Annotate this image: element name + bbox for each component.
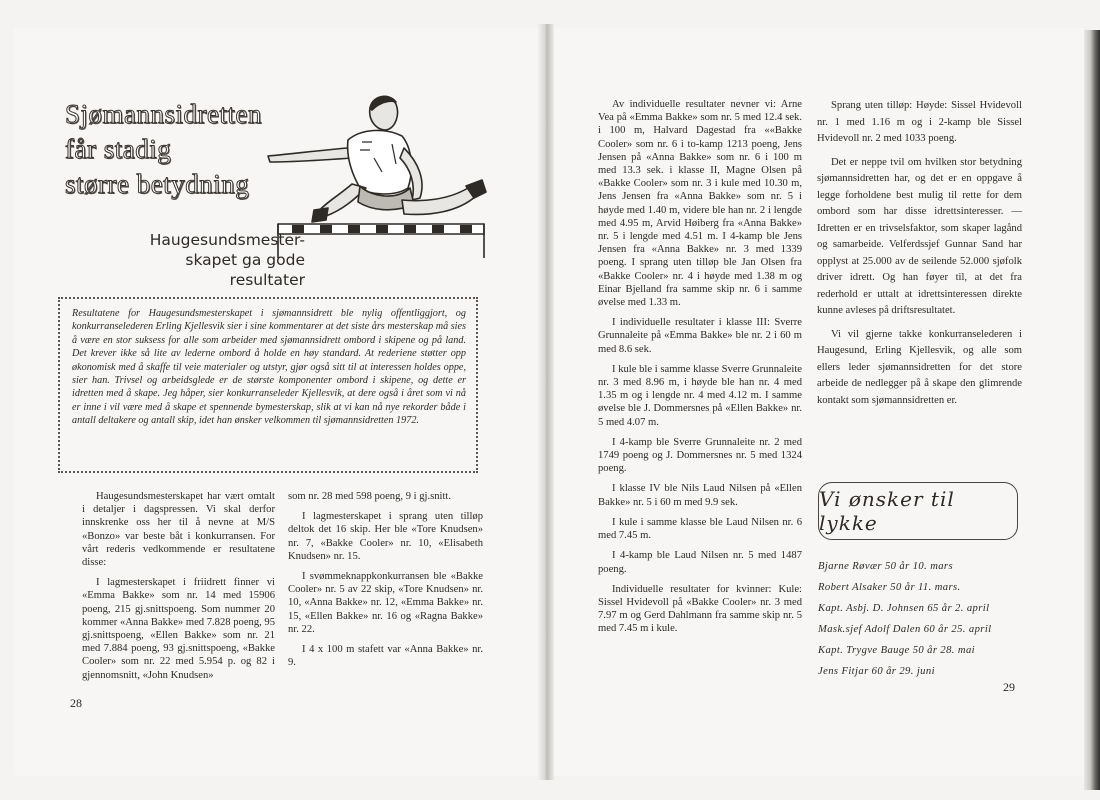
birthday-entry: Bjarne Røvær 50 år 10. mars — [818, 561, 953, 572]
paragraph: I 4-kamp ble Laud Nilsen nr. 5 med 1487 poeng. — [598, 550, 802, 575]
paragraph: I individuelle resultater i klasse III: Sverre Grunnaleite på «Emma Bakke» ble nr. 2 i 60 m med 8.6 sek. — [598, 317, 802, 355]
paragraph: Haugesundsmesterskapet har vært omtalt i detaljer i dagspressen. Vi skal derfor innskrenke oss her til å nevne at M/S «Bonzo» var beste båt i konkurransen. For vårt rederis vedkommende er resultatene disse: — [82, 491, 275, 569]
article-subtitle — [140, 230, 305, 290]
page-number-right: 29 — [1003, 680, 1015, 694]
intro-box: Resultatene for Haugesundsmesterskapet i sjømannsidrett ble nylig offentliggjort, og konkurranselederen Erling Kjellesvik sier i sine kommentarer at det siste års mesterskap må sies å være en stor suksess for alle som arbeider med sjømannsidrett ombord i skipene og på land. Det krever ikke så lite av lederne ombord å holde en høy standard. At rederiene støtter opp økonomisk med å skaffe til veie materialer og utstyr, gjør også sitt til at interessen holdes oppe, sier han. Trivsel og arbeidsglede er de største komponenter ombord i skipene, og dette er idretten med å skape. Jeg håper, sier konkurranseleder Kjellesvik, at dere også i året som vi nå er inne i vil være med å skape et spennende bymesterskap, slik at vi kan nå nye rekorder både i antall deltakere og antall skip, idet han ønsker velkommen til sjømannsidretten 1972. — [58, 297, 478, 473]
title-line: får stadig — [65, 134, 172, 164]
subtitle-line: Haugesundsmester- — [149, 231, 305, 249]
right-column-1 — [598, 98, 802, 643]
paragraph: I 4-kamp ble Sverre Grunnaleite nr. 2 med 1749 poeng og J. Dommersnes nr. 5 med 1324 poeng. — [598, 436, 802, 475]
congratulations-heading: Vi ønsker til lykke — [818, 482, 1018, 540]
birthday-entry: Jens Fitjar 60 år 29. juni — [818, 666, 935, 677]
paragraph: Vi vil gjerne takke konkurranselederen i Haugesund, Erling Kjellesvik, og alle som ellers leder sjømannsidretten for det store arbeide de nedlegger på å skape den glimrende kontakt som sjømannsidretten er. — [817, 328, 1022, 406]
title-line: større betydning — [65, 169, 250, 199]
page-number-left: 28 — [70, 696, 82, 710]
left-column-1 — [82, 490, 275, 689]
paragraph: Individuelle resultater for kvinner: Kule: Sissel Hvidevoll på «Bakke Cooler» nr. 3 med 7.97 m og Gerd Dahlmann fra samme skip nr. 5 med 7.45 m i kule. — [598, 583, 802, 635]
birthday-list — [818, 556, 1028, 682]
birthday-entry: Mask.sjef Adolf Dalen 60 år 25. april — [818, 624, 992, 635]
birthday-entry: Robert Alsaker 50 år 11. mars. — [818, 582, 961, 593]
paragraph: I kule ble i samme klasse Sverre Grunnaleite nr. 3 med 8.96 m, i høyde ble han nr. 4 med 1.35 m og i lengde nr. 4 med 4.12 m. I samme øvelse ble J. Dommersnes på «Ellen Bakke» nr. 5 med 4.07 m. — [598, 363, 802, 428]
paragraph: Sprang uten tilløp: Høyde: Sissel Hvidevoll nr. 1 med 1.16 m og i 2-kamp ble Sissel Hvidevoll nr. 2 med 1033 poeng. — [817, 100, 1022, 144]
left-column-2 — [288, 490, 483, 676]
paragraph: I lagmesterskapet i friidrett finner vi «Emma Bakke» som nr. 14 med 15906 poeng, 215 gj.snittspoeng. Som nummer 20 kommer «Anna Bakke» med 7.828 poeng, 95 gj.snittspoeng, «Ellen Bakke» som nr. 21 med 7.884 poeng, 93 gj.snittspoeng, «Bakke Cooler» som nr. 22 med 5.954 p. og 82 i gjennomsnitt, «John Knudsen» — [82, 577, 276, 681]
paragraph: som nr. 28 med 598 poeng, 9 i gj.snitt. — [288, 491, 452, 502]
page-gutter — [538, 24, 554, 780]
paragraph: Det er neppe tvil om hvilken stor betydning sjømannsidretten har, og det er en oppgave å legge forholdene best mulig til rette for dem ombord som har disse idrettsinteresser. — Idretten er en trivselsfaktor, som skaper lagånd og samarbeide. Velferdssjef Gunnar Sand har opplyst at 25.000 av de seilende 52.000 sjøfolk driver idrett. Og han føyer til, at det fra rederhold er uttalt at idrettsinteressen direkte kunne avleses på driftsresultatet. — [817, 156, 1022, 316]
page-edge — [1084, 30, 1100, 790]
subtitle-line: skapet ga gode — [185, 251, 305, 269]
birthday-entry: Kapt. Asbj. D. Johnsen 65 år 2. april — [818, 603, 990, 614]
paragraph: I lagmesterskapet i sprang uten tilløp deltok det 16 skip. Her ble «Tore Knudsen» nr. 7, «Bakke Cooler» nr. 10, «Elisabeth Knudsen» nr. 15. — [288, 511, 483, 562]
paragraph: I svømmeknappkonkurransen ble «Bakke Cooler» nr. 5 av 22 skip, «Tore Knudsen» nr. 10, «Anna Bakke» nr. 12, «Emma Bakke» nr. 15, «Ellen Bakke» nr. 16 og «Ragna Bakke» nr. 22. — [288, 571, 483, 635]
subtitle-line: resultater — [229, 271, 305, 289]
title-line: Sjømannsidretten — [65, 99, 262, 129]
paragraph: I 4 x 100 m stafett var «Anna Bakke» nr. 9. — [288, 644, 483, 669]
paragraph: I kule i samme klasse ble Laud Nilsen nr. 6 med 7.45 m. — [598, 516, 802, 542]
birthday-entry: Kapt. Trygve Bauge 50 år 28. mai — [818, 645, 975, 656]
paragraph: Av individuelle resultater nevner vi: Arne Vea på «Emma Bakke» som nr. 5 med 12.4 sek. i 100 m, Halvard Dagestad fra ««Bakke Cooler» som nr. 6 i to-kamp 1213 poeng, Jens Jensen på «Anna Bakke» som nr. 6 i 100 m med 13.3 sek. i klasse II, Magne Olsen på «Bakke Cooler» som nr. 3 i kule med 10.30 m, Jens Jensen fra «Anna Bakke» som nr. 5 i høyde med 1.40 m, videre ble han nr. 2 i lengde med 4.95 m, Arvid Høiberg fra «Anna Bakke» nr. 5 i lengde med 4.51 m. I 4-kamp ble Jens Jensen fra «Anna Bakke» nr. 3 med 1339 poeng. I sprang uten tilløp ble Jan Olsen fra «Bakke Cooler» nr. 4 i høyde med 1.38 m og Einar Bjelland fra samme skip nr. 6 i samme øvelse med 1.33 m. — [598, 99, 802, 309]
paragraph: I klasse IV ble Nils Laud Nilsen på «Ellen Bakke» nr. 5 i 60 m med 9.9 sek. — [598, 483, 802, 508]
right-column-2 — [817, 98, 1022, 416]
